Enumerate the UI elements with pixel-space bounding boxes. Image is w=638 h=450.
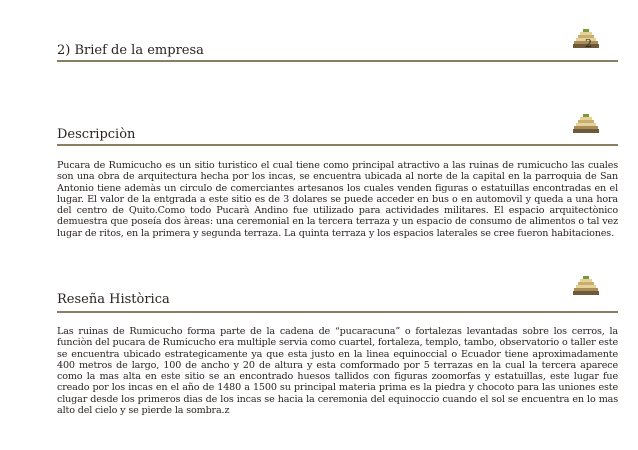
resena-heading: Reseña Històrica [57,292,170,307]
title-divider [57,60,618,62]
page-title: 2) Brief de la empresa [57,43,204,58]
descripcion-heading: Descripciòn [57,127,136,142]
resena-divider [57,311,618,313]
pyramid-logo-icon [573,113,599,135]
descripcion-body: Pucara de Rumicucho es un sitio turistico el cual tiene como principal atractivo a las ruinas de rumicucho las cuales son una obra de arquitectura hecha por los incas, se encuentra ubicada al norte de la capital en la parroquia de San Antonio tiene ademàs un circulo de comerciantes artesanos los cuales venden figuras o estatuillas encontradas en el lugar. El valor de la entgrada a este sitio es de 3 dolares se puede acceder en bus o en automovil y queda a una hora del centro de Quito.Como todo Pucarà Andino fue utilizado para actividades militares. El espacio arquitectònico demuestra que poseía dos àreas: una ceremonial en la tercera terraza y un espacio de consumo de alimentos o tal vez lugar de ritos, en la primera y segunda terraza. La quinta terraza y los espacios laterales se cree fueron habitaciones. [57,160,618,239]
resena-body: Las ruinas de Rumicucho forma parte de la cadena de “pucaracuna” o fortalezas levantadas sobre los cerros, la funciòn del pucara de Rumicucho era multiple servia como cuartel, fortaleza, templo, tambo, observatorio o taller este se encuentra ubicado estrategicamente ya que esta justo en la linea equinoccial o Ecuador tiene aproximadamente 400 metros de largo, 100 de ancho y 20 de altura y esta comformado por 5 terrazas en la cual la tercera aparece como la mas alta en este sitio se an encontrado huesos tallidos con figuras zoomorfas y estatuillas, este lugar fue creado por los incas en el año de 1480 a 1500 su principal materia prima es la piedra y chocoto para las uniones este clugar desde los primeros dias de los incas se hacia la ceremonia del equinoccio cuando el sol se encuentra en lo mas alto del cielo y se pierde la sombra.z [57,326,618,417]
page-number: 2 [585,37,592,50]
descripcion-divider [57,144,618,146]
pyramid-logo-icon [573,275,599,297]
